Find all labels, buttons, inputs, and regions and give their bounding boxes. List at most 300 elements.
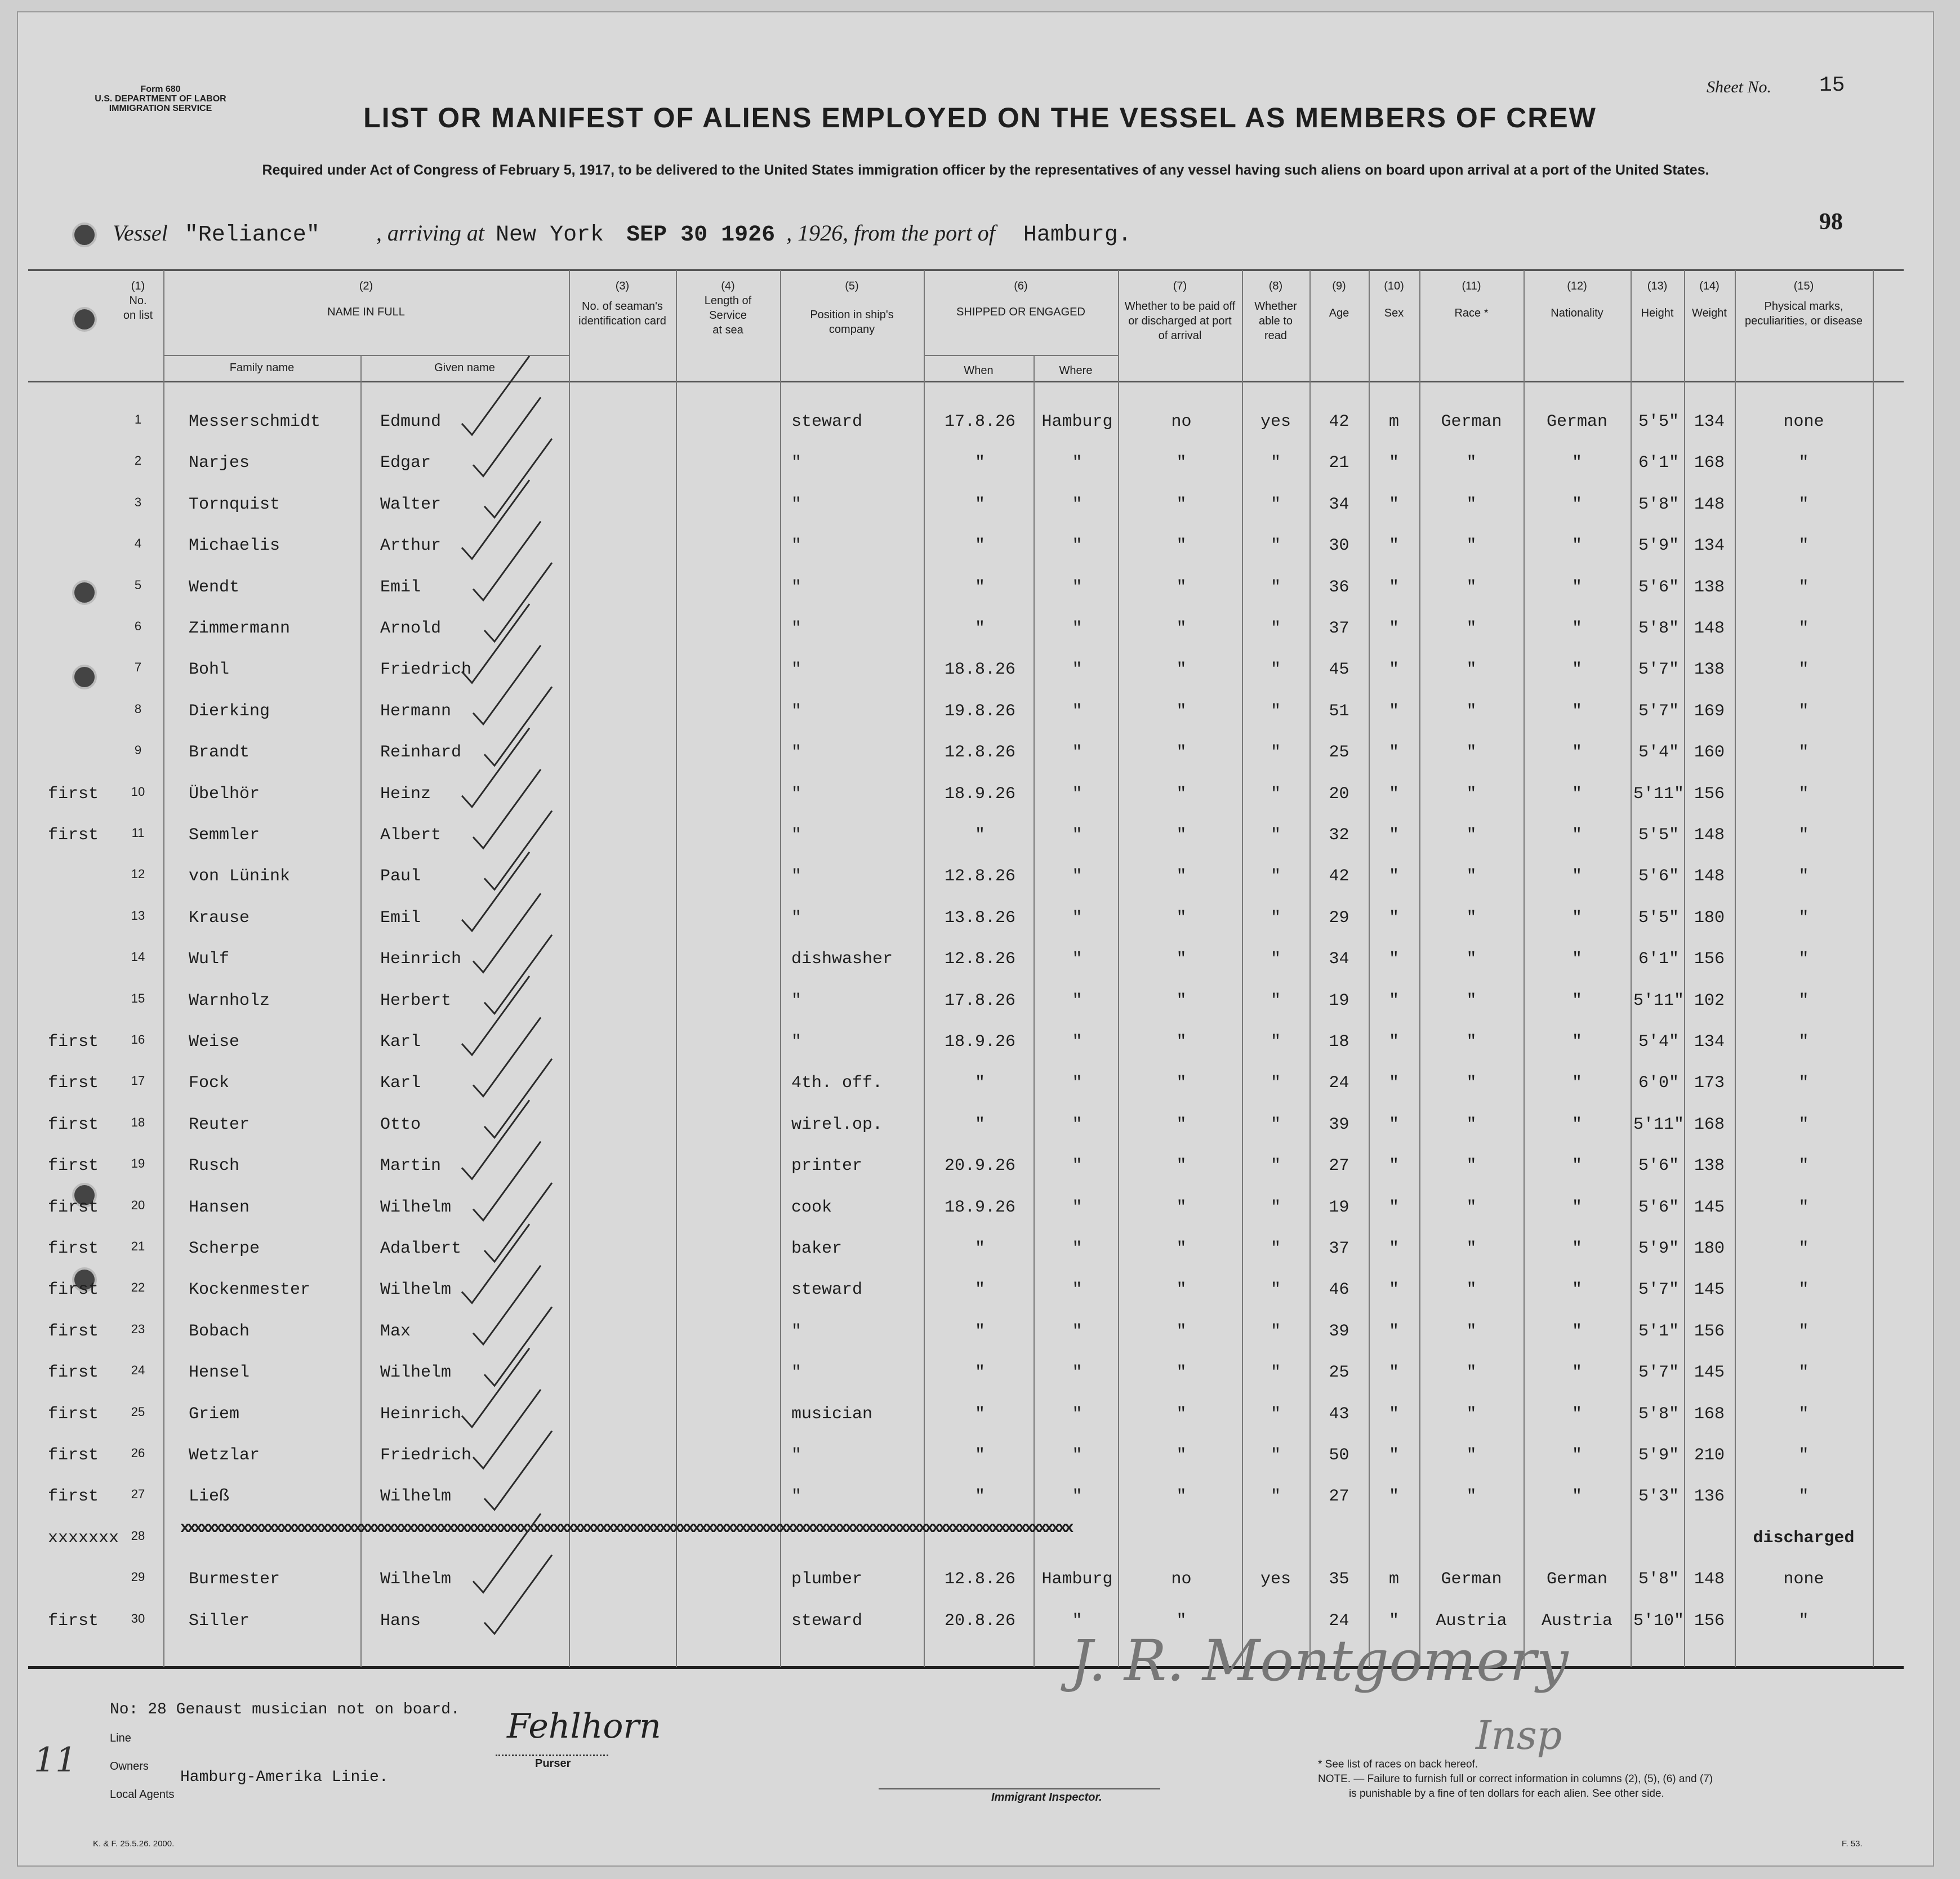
shipped-where: " — [1072, 1611, 1083, 1631]
physical-marks: " — [1798, 1197, 1809, 1217]
age: 37 — [1329, 1239, 1349, 1258]
nationality: " — [1571, 1404, 1582, 1424]
race: " — [1466, 495, 1477, 514]
height: 5'8" — [1638, 1570, 1679, 1589]
service: IMMIGRATION SERVICE — [109, 104, 212, 113]
arrival-port: New York — [496, 222, 604, 248]
paid-off: " — [1176, 784, 1187, 804]
physical-marks: " — [1798, 660, 1809, 680]
entry-mark: first — [48, 1074, 99, 1093]
nationality: " — [1571, 991, 1582, 1010]
given-name: Hans — [380, 1611, 421, 1631]
weight: 145 — [1694, 1197, 1725, 1217]
entry-mark: first — [48, 1280, 99, 1300]
page-title: LIST OR MANIFEST OF ALIENS EMPLOYED ON THE VESSEL AS MEMBERS OF CREW — [363, 102, 1597, 133]
paid-off: " — [1176, 1363, 1187, 1383]
paid-off: " — [1176, 867, 1187, 887]
row-number: 4 — [134, 536, 142, 551]
nationality: " — [1571, 1321, 1582, 1341]
family-name: Burmester — [189, 1570, 280, 1589]
position: " — [791, 826, 802, 845]
physical-marks: " — [1798, 453, 1809, 473]
sheet-number: 15 — [1819, 73, 1845, 97]
col9-number: (9) — [1332, 280, 1346, 292]
penalty-note-2: is punishable by a fine of ten dollars for each alien. See other side. — [1349, 1788, 1664, 1800]
col15-header — [1735, 279, 1873, 328]
able-to-read: " — [1270, 701, 1281, 721]
table-row — [0, 1476, 1960, 1517]
shipped-when: " — [974, 536, 985, 556]
sex: " — [1388, 1487, 1399, 1507]
entry-mark: xxxxxxx — [48, 1528, 119, 1548]
table-row — [0, 1228, 1960, 1269]
sex: " — [1388, 660, 1399, 680]
shipped-where: " — [1072, 1197, 1083, 1217]
weight: 156 — [1694, 1321, 1725, 1341]
height: 6'0" — [1638, 1074, 1679, 1093]
given-name: Edmund — [380, 412, 442, 431]
subheader-rule — [163, 355, 569, 356]
family-name: Kockenmester — [189, 1280, 311, 1300]
from-port: Hamburg. — [1023, 222, 1132, 248]
weight: 134 — [1694, 536, 1725, 556]
shipped-when: " — [974, 495, 985, 514]
paid-off: " — [1176, 1239, 1187, 1258]
shipped-where: " — [1072, 991, 1083, 1010]
row-number: 22 — [131, 1280, 145, 1295]
sex: " — [1388, 1321, 1399, 1341]
col9-label: Age — [1329, 307, 1349, 319]
header-bottom-rule — [28, 381, 1904, 382]
able-to-read: " — [1270, 826, 1281, 845]
age: 27 — [1329, 1156, 1349, 1176]
able-to-read: yes — [1260, 1570, 1291, 1589]
col12-label: Nationality — [1551, 307, 1603, 319]
weight: 210 — [1694, 1446, 1725, 1465]
weight: 169 — [1694, 701, 1725, 721]
col12-header — [1524, 279, 1631, 320]
age: 42 — [1329, 412, 1349, 431]
col14-label: Weight — [1692, 307, 1727, 319]
position: " — [791, 536, 802, 556]
able-to-read: " — [1270, 950, 1281, 969]
sex: " — [1388, 577, 1399, 597]
entry-mark: first — [48, 1487, 99, 1507]
family-name: Krause — [189, 908, 250, 928]
height: 5'5" — [1638, 908, 1679, 928]
row-number: 28 — [131, 1528, 145, 1543]
given-name: Walter — [380, 495, 442, 514]
shipped-where: " — [1072, 1115, 1083, 1134]
family-name: Scherpe — [189, 1239, 260, 1258]
given-name: Friedrich — [380, 660, 472, 680]
table-row — [0, 1600, 1960, 1641]
weight: 138 — [1694, 660, 1725, 680]
shipped-when: " — [974, 1404, 985, 1424]
family-name: Fock — [189, 1074, 230, 1093]
able-to-read: " — [1270, 1115, 1281, 1134]
paid-off: " — [1176, 1487, 1187, 1507]
page-subtitle: Required under Act of Congress of February 5, 1917, to be delivered to the United States immigration officer by the representatives of any vessel having such aliens on board upon arrival at a port of the United States. — [262, 162, 1709, 178]
col5-number: (5) — [845, 280, 859, 292]
table-row — [0, 484, 1960, 525]
row-number: 24 — [131, 1363, 145, 1378]
race: " — [1466, 536, 1477, 556]
table-row — [0, 649, 1960, 690]
race: German — [1441, 412, 1502, 431]
shipped-where: " — [1072, 1156, 1083, 1176]
given-name: Wilhelm — [380, 1363, 452, 1383]
shipped-where: " — [1072, 743, 1083, 763]
table-row — [0, 773, 1960, 814]
sex: " — [1388, 867, 1399, 887]
race: " — [1466, 1074, 1477, 1093]
weight: 145 — [1694, 1363, 1725, 1383]
able-to-read: " — [1270, 1446, 1281, 1465]
nationality: " — [1571, 453, 1582, 473]
entry-mark: first — [48, 1115, 99, 1134]
table-row — [0, 938, 1960, 979]
col1-number: (1) — [131, 280, 145, 292]
inspector-title: Insp — [1476, 1712, 1562, 1758]
weight: 156 — [1694, 784, 1725, 804]
table-row — [0, 442, 1960, 483]
col10-label: Sex — [1384, 307, 1404, 319]
physical-marks: " — [1798, 1280, 1809, 1300]
sex: " — [1388, 1404, 1399, 1424]
nationality: " — [1571, 1197, 1582, 1217]
race: " — [1466, 701, 1477, 721]
given-name: Reinhard — [380, 743, 462, 763]
given-name: Hermann — [380, 701, 452, 721]
paid-off: " — [1176, 908, 1187, 928]
physical-marks: " — [1798, 577, 1809, 597]
nationality: " — [1571, 1446, 1582, 1465]
physical-marks: " — [1798, 1156, 1809, 1176]
purser-label: Purser — [535, 1757, 571, 1770]
penalty-note-1: NOTE. — Failure to furnish full or correct information in columns (2), (5), (6) and (7) — [1318, 1773, 1713, 1785]
shipped-when: 20.8.26 — [944, 1611, 1016, 1631]
family-name: Semmler — [189, 826, 260, 845]
physical-marks: " — [1798, 1032, 1809, 1052]
table-row — [0, 691, 1960, 732]
purser-line — [496, 1755, 608, 1756]
table-bottom-rule — [28, 1666, 1904, 1669]
paid-off: " — [1176, 1280, 1187, 1300]
paid-off: " — [1176, 1074, 1187, 1093]
col4-number: (4) — [721, 280, 735, 292]
table-row — [0, 1517, 1960, 1559]
weight: 102 — [1694, 991, 1725, 1010]
note-text: 28 Genaust musician not on board. — [148, 1701, 460, 1718]
paid-off: " — [1176, 1115, 1187, 1134]
age: 24 — [1329, 1611, 1349, 1631]
table-row — [0, 1559, 1960, 1600]
shipped-where: " — [1072, 1363, 1083, 1383]
row-number: 10 — [131, 784, 145, 799]
position: " — [791, 577, 802, 597]
position: " — [791, 1363, 802, 1383]
row-number: 23 — [131, 1321, 145, 1336]
table-top-rule — [28, 269, 1904, 271]
row-number: 13 — [131, 908, 145, 923]
department: U.S. DEPARTMENT OF LABOR — [95, 94, 226, 104]
sex: " — [1388, 991, 1399, 1010]
shipped-where: Hamburg — [1041, 1570, 1113, 1589]
given-name: Paul — [380, 867, 421, 887]
family-name: Reuter — [189, 1115, 250, 1134]
position: " — [791, 867, 802, 887]
physical-marks: " — [1798, 1074, 1809, 1093]
nationality: " — [1571, 784, 1582, 804]
position: " — [791, 743, 802, 763]
where-header: Where — [1059, 364, 1093, 377]
race: " — [1466, 453, 1477, 473]
row-number: 18 — [131, 1115, 145, 1129]
table-row — [0, 1062, 1960, 1103]
paid-off: " — [1176, 536, 1187, 556]
age: 19 — [1329, 991, 1349, 1010]
race: " — [1466, 991, 1477, 1010]
row-number: 6 — [134, 619, 142, 633]
position: dishwasher — [791, 950, 893, 969]
able-to-read: " — [1270, 908, 1281, 928]
shipped-when: 18.9.26 — [944, 784, 1016, 804]
position: plumber — [791, 1570, 863, 1589]
race: " — [1466, 1321, 1477, 1341]
row-number: 27 — [131, 1487, 145, 1502]
sex: " — [1388, 1115, 1399, 1134]
shipped-where: " — [1072, 1404, 1083, 1424]
family-name: Zimmermann — [189, 619, 291, 638]
paid-off: " — [1176, 743, 1187, 763]
shipped-where: Hamburg — [1041, 412, 1113, 431]
position: " — [791, 784, 802, 804]
height: 5'9" — [1638, 1446, 1679, 1465]
height: 5'4" — [1638, 743, 1679, 763]
table-row — [0, 1435, 1960, 1476]
height: 5'8" — [1638, 619, 1679, 638]
age: 21 — [1329, 453, 1349, 473]
paid-off: " — [1176, 701, 1187, 721]
row-number: 3 — [134, 495, 142, 509]
table-row — [0, 401, 1960, 442]
position: " — [791, 453, 802, 473]
physical-marks: " — [1798, 908, 1809, 928]
height: 5'10" — [1633, 1611, 1684, 1631]
shipped-when: 12.8.26 — [944, 743, 1016, 763]
paid-off: " — [1176, 577, 1187, 597]
age: 51 — [1329, 701, 1349, 721]
shipped-where: " — [1072, 1487, 1083, 1507]
given-name: Arthur — [380, 536, 442, 556]
race: " — [1466, 784, 1477, 804]
shipped-when: 18.8.26 — [944, 660, 1016, 680]
weight: 168 — [1694, 453, 1725, 473]
col6-header — [924, 279, 1118, 319]
entry-mark: first — [48, 784, 99, 804]
form-code: F. 53. — [1842, 1839, 1863, 1849]
age: 46 — [1329, 1280, 1349, 1300]
nationality: " — [1571, 660, 1582, 680]
sex: " — [1388, 619, 1399, 638]
position: " — [791, 495, 802, 514]
position: " — [791, 908, 802, 928]
nationality: " — [1571, 1032, 1582, 1052]
table-row — [0, 1187, 1960, 1228]
sex: m — [1388, 1570, 1399, 1589]
col13-label: Height — [1641, 307, 1674, 319]
col4-label: Length of Service at sea — [704, 295, 752, 336]
family-name: Rusch — [189, 1156, 240, 1176]
weight: 156 — [1694, 950, 1725, 969]
footer-note — [110, 1701, 460, 1718]
sex: " — [1388, 784, 1399, 804]
physical-marks: " — [1798, 1487, 1809, 1507]
nationality: " — [1571, 701, 1582, 721]
physical-marks: " — [1798, 1363, 1809, 1383]
physical-marks: " — [1798, 495, 1809, 514]
able-to-read: " — [1270, 619, 1281, 638]
col1-label: No. on list — [123, 295, 153, 322]
row-number: 29 — [131, 1570, 145, 1584]
entry-mark: first — [48, 1156, 99, 1176]
given-name: Otto — [380, 1115, 421, 1134]
shipped-when: 18.9.26 — [944, 1197, 1016, 1217]
col12-number: (12) — [1567, 280, 1587, 292]
year-label: , 19 — [786, 220, 821, 246]
given-name: Herbert — [380, 991, 452, 1010]
subheader-rule — [924, 355, 1118, 356]
row-number: 12 — [131, 867, 145, 881]
family-name: Warnholz — [189, 991, 270, 1010]
table-row — [0, 1352, 1960, 1393]
weight: 145 — [1694, 1280, 1725, 1300]
height: 5'3" — [1638, 1487, 1679, 1507]
row-number: 5 — [134, 577, 142, 592]
row-number: 7 — [134, 660, 142, 675]
paid-off: " — [1176, 495, 1187, 514]
race: " — [1466, 1115, 1477, 1134]
paid-off: " — [1176, 660, 1187, 680]
sheet-label: Sheet No. — [1707, 78, 1771, 96]
age: 35 — [1329, 1570, 1349, 1589]
col6-number: (6) — [1014, 280, 1028, 292]
family-name: Wendt — [189, 577, 240, 597]
shipped-when: 12.8.26 — [944, 950, 1016, 969]
col11-number: (11) — [1462, 280, 1481, 292]
race: " — [1466, 743, 1477, 763]
age: 39 — [1329, 1321, 1349, 1341]
physical-marks: " — [1798, 826, 1809, 845]
paid-off: " — [1176, 991, 1187, 1010]
table-row — [0, 525, 1960, 566]
year: 26 — [820, 220, 843, 246]
race-note: * See list of races on back hereof. — [1318, 1758, 1478, 1770]
paid-off: no — [1171, 1570, 1192, 1589]
given-name: Arnold — [380, 619, 442, 638]
shipped-when: 17.8.26 — [944, 412, 1016, 431]
family-name: Übelhör — [189, 784, 260, 804]
row-number: 19 — [131, 1156, 145, 1171]
row-number: 25 — [131, 1404, 145, 1419]
shipped-when: " — [974, 453, 985, 473]
weight: 138 — [1694, 577, 1725, 597]
nationality: " — [1571, 908, 1582, 928]
given-name: Emil — [380, 908, 421, 928]
able-to-read: " — [1270, 1239, 1281, 1258]
nationality: " — [1571, 619, 1582, 638]
given-name: Wilhelm — [380, 1487, 452, 1507]
weight: 148 — [1694, 826, 1725, 845]
sex: " — [1388, 1446, 1399, 1465]
shipped-where: " — [1072, 577, 1083, 597]
family-name: von Lünink — [189, 867, 291, 887]
col15-label: Physical marks, peculiarities, or disease — [1745, 300, 1863, 327]
given-name: Adalbert — [380, 1239, 462, 1258]
age: 32 — [1329, 826, 1349, 845]
col2-header — [163, 279, 569, 319]
nationality: " — [1571, 743, 1582, 763]
race: " — [1466, 619, 1477, 638]
weight: 156 — [1694, 1611, 1725, 1631]
age: 18 — [1329, 1032, 1349, 1052]
table-row — [0, 1104, 1960, 1145]
entry-mark: first — [48, 1197, 99, 1217]
shipped-where: " — [1072, 784, 1083, 804]
row-number: 14 — [131, 950, 145, 964]
col3-label: No. of seaman's identification card — [578, 300, 666, 327]
nationality: " — [1571, 1487, 1582, 1507]
row-number: 26 — [131, 1446, 145, 1460]
owners-value: Hamburg-Amerika Linie. — [180, 1769, 389, 1786]
weight: 173 — [1694, 1074, 1725, 1093]
age: 37 — [1329, 619, 1349, 638]
sex: " — [1388, 701, 1399, 721]
entry-mark: first — [48, 1363, 99, 1383]
sex: " — [1388, 495, 1399, 514]
weight: 180 — [1694, 1239, 1725, 1258]
family-name: Tornquist — [189, 495, 280, 514]
arriving-label: , arriving at — [376, 220, 485, 246]
height: 5'11" — [1633, 1115, 1684, 1134]
paid-off: " — [1176, 826, 1187, 845]
position: printer — [791, 1156, 863, 1176]
height: 5'7" — [1638, 1280, 1679, 1300]
table-row — [0, 897, 1960, 938]
table-row — [0, 608, 1960, 649]
shipped-when: " — [974, 1074, 985, 1093]
paid-off: no — [1171, 412, 1192, 431]
age: 45 — [1329, 660, 1349, 680]
struck-entry: xxxxxxxxxxxxxxxxxxxxxxxxxxxxxxxxxxxxxxxxxxxxxxxxxxxxxxxxxxxxxxxxxxxxxxxxxxxxxxxxxxxxxxxxxxxxxxxxxxxxxxxxxxxxxxxxxxxxxxxxxxxxxxxxxxxxxx — [180, 1519, 1071, 1537]
position: " — [791, 619, 802, 638]
shipped-where: " — [1072, 1321, 1083, 1341]
nationality: German — [1546, 1570, 1608, 1589]
row-number: 16 — [131, 1032, 145, 1047]
height: 5'6" — [1638, 867, 1679, 887]
height: 5'9" — [1638, 1239, 1679, 1258]
position: cook — [791, 1197, 832, 1217]
table-row — [0, 814, 1960, 856]
col2-number: (2) — [359, 280, 373, 292]
race: " — [1466, 1156, 1477, 1176]
shipped-where: " — [1072, 660, 1083, 680]
shipped-when: 12.8.26 — [944, 867, 1016, 887]
paid-off: " — [1176, 1197, 1187, 1217]
table-row — [0, 1269, 1960, 1310]
sex: " — [1388, 1280, 1399, 1300]
